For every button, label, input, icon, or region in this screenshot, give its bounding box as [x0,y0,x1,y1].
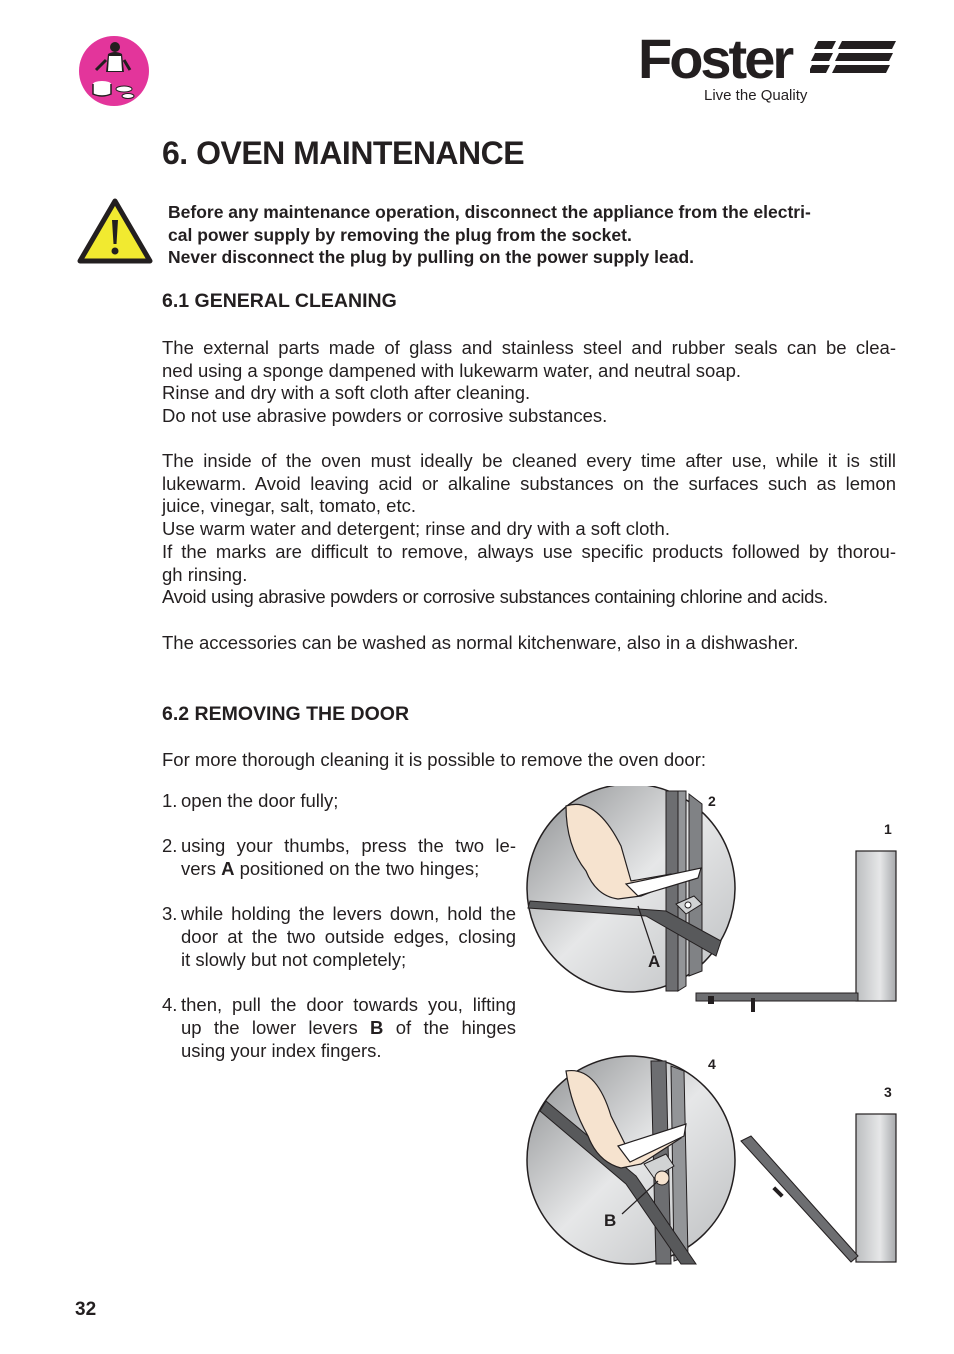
text-line: If the marks are difficult to remove, always use specific products followed by thorou- [162,540,896,562]
text-line: open the door fully; [181,790,339,811]
text-line: The external parts made of glass and stainless steel and rubber seals can be clea- [162,337,896,358]
page-title: 6. OVEN MAINTENANCE [162,135,525,171]
text-line: The inside of the oven must ideally be cleaned every time after use, while it is still [162,450,896,471]
list-item [162,835,516,880]
text-line: Use warm water and detergent; rinse and dry with a soft cloth. [162,518,670,540]
text-line: it slowly but not completely; [181,948,407,970]
text-line: ned using a sponge dampened with lukewarm water, and neutral soap. [162,359,742,381]
text-fragment: up the lower levers [181,1016,371,1038]
figure-label-2: 2 [708,793,716,809]
text-line: using your index fingers. [181,1039,382,1061]
step-number: 3. [162,903,178,925]
brand-logo [638,27,898,106]
text-line: Rinse and dry with a soft cloth after cleaning. [162,382,531,404]
text-line: Avoid using abrasive powders or corrosive substances containing chlorine and acids. [162,586,828,608]
warning-line: Before any maintenance operation, disconnect the appliance from the electri- [168,202,811,222]
warning-triangle-icon [77,198,153,264]
figure-label-4: 4 [708,1056,716,1072]
paragraph-external-cleaning [162,337,896,428]
door-removal-steps [162,790,516,1085]
lever-label-b: B [604,1211,617,1230]
text-line [181,1017,516,1040]
text-fragment: vers [181,858,222,880]
paragraph-inside-cleaning [162,450,896,609]
warning-text [168,201,896,269]
step-number: 2. [162,835,178,857]
text-line: then, pull the door towards you, lifting [181,994,516,1016]
text-line: Do not use abrasive powders or corrosive substances. [162,405,608,427]
text-fragment: positioned on the two hinges; [234,858,480,880]
brand-name: Foster [638,27,792,90]
text-line: gh rinsing. [162,563,248,585]
warning-line: cal power supply by removing the plug from the socket. [168,224,632,245]
text-line: juice, vinegar, salt, tomato, etc. [162,495,416,517]
brand-tagline: Live the Quality [704,87,808,104]
text-line: The accessories can be washed as normal kitchenware, also in a dishwasher. [162,632,799,653]
step-number: 4. [162,994,178,1016]
list-item [162,790,516,813]
text-line: using your thumbs, press the two le- [181,835,516,857]
lever-label-a: A [648,952,661,971]
step-number: 1. [162,790,178,811]
section-heading-general-cleaning: 6.1 GENERAL CLEANING [162,290,397,312]
paragraph-accessories [162,632,896,655]
figure-label-1: 1 [884,821,892,837]
section-heading-removing-door: 6.2 REMOVING THE DOOR [162,703,410,725]
text-line: while holding the levers down, hold the [181,903,516,925]
figure-door-lifting [527,1056,896,1264]
door-removal-illustration [526,786,898,1266]
warning-line: Never disconnect the plug by pulling on the power supply lead. [168,247,695,267]
figure-door-open [527,786,896,1012]
text-fragment: of the hinges [383,1016,516,1038]
figure-label-3: 3 [884,1084,892,1100]
text-line [181,858,516,881]
chef-cooking-icon [78,34,150,108]
text-line: lukewarm. Avoid leaving acid or alkaline substances on the surfaces such as lemon [162,472,896,494]
page-number: 32 [75,1299,97,1320]
text-line: door at the two outside edges, closing [181,926,516,948]
lever-label: A [221,858,235,880]
text-line: For more thorough cleaning it is possible to remove the oven door: [162,749,706,770]
list-item [162,994,516,1062]
lever-label: B [370,1016,384,1038]
brand-bars-icon [810,41,896,75]
paragraph-door-intro [162,749,896,772]
list-item [162,903,516,971]
